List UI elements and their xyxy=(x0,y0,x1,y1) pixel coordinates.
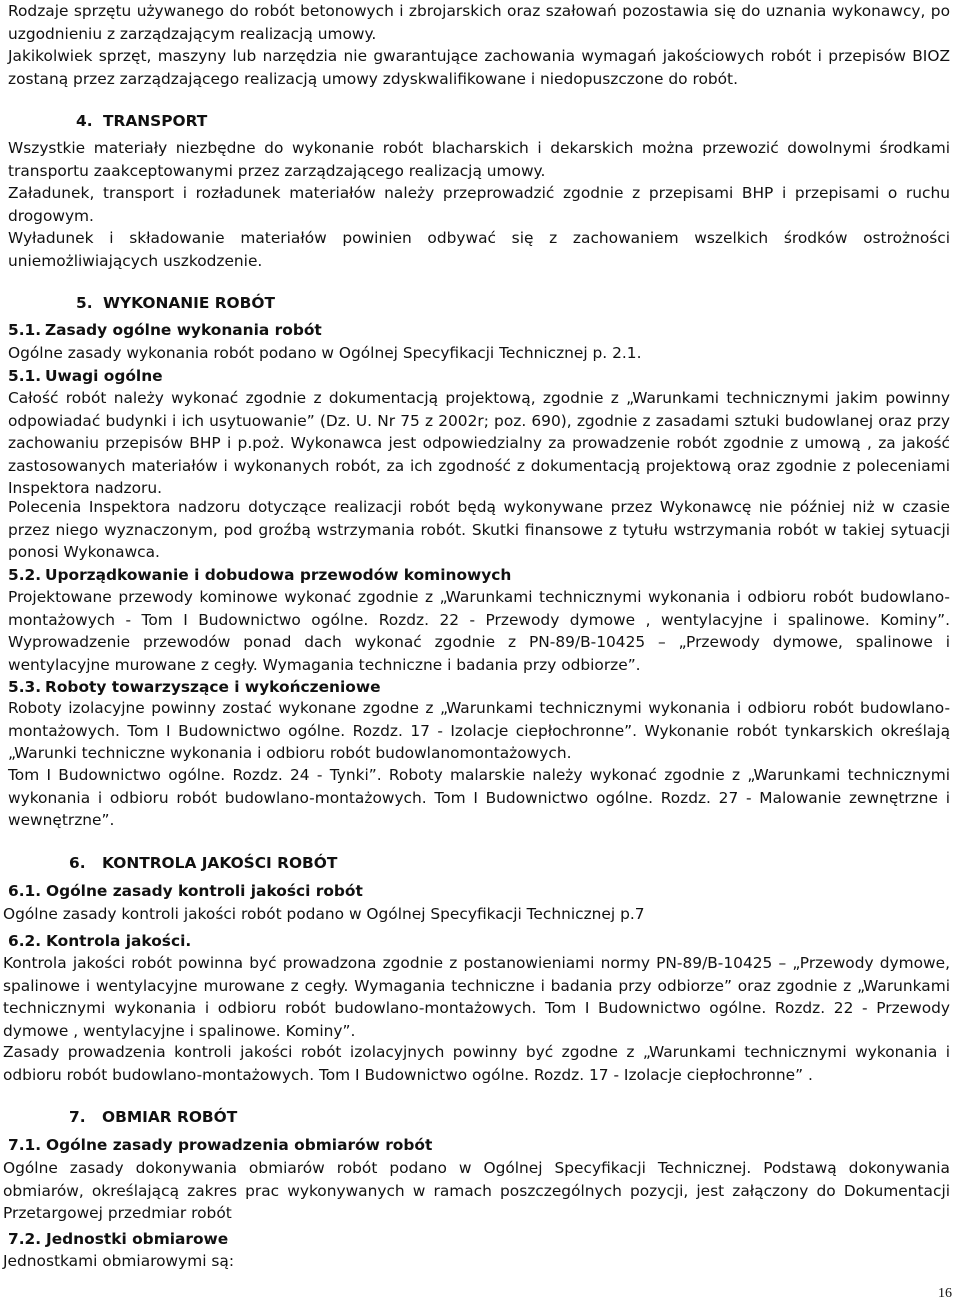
section-5-3-title: Roboty towarzyszące i wykończeniowe xyxy=(45,678,381,696)
section-4-title: TRANSPORT xyxy=(103,112,208,130)
section-5-1b-paragraph-1: Całość robót należy wykonać zgodnie z dokumentacją projektową, zgodnie z „Warunkami technicznymi jakim powinny odpowiadać budynki i ich usytuowanie” (Dz. U. Nr 75 z 2002r; poz. 690), zgodnie z zasadami sztuki budowlanej oraz przy zachowaniu przepisów BHP i p.poż. Wykonawca jest odpowiedzialny za prowadzenie robót zgodnie z umową , za jakość zastosowanych materiałów i wykonanych robót, za ich zgodność z dokumentacją projektową oraz zgodnie z poleceniami Inspektora nadzoru. xyxy=(8,389,950,498)
section-5-heading xyxy=(76,292,275,315)
section-4-paragraph-2: Załadunek, transport i rozładunek materiałów należy przeprowadzić zgodnie z przepisami BHP i przepisami o ruchu drogowym. xyxy=(8,184,950,225)
section-7-number: 7. xyxy=(69,1108,86,1126)
section-5-3-number: 5.3. xyxy=(8,678,42,696)
section-7-2-paragraph: Jednostkami obmiarowymi są: xyxy=(3,1252,235,1270)
section-5-1a-title: Zasady ogólne wykonania robót xyxy=(45,321,322,339)
section-5-2-paragraph: Projektowane przewody kominowe wykonać zgodnie z „Warunkami technicznymi wykonania i odbioru robót budowlano-montażowych - Tom I Budownictwo ogólne. Rozdz. 22 - Przewody dymowe , wentylacyjne i spalinowe. Kominy”. Wyprowadzenie przewodów ponad dach wykonać zgodnie z PN-89/B-10425 – „Przewody dymowe, spalinowe i wentylacyjne murowane z cegły. Wymagania techniczne i badania przy odbiorze”. xyxy=(8,588,950,674)
section-5-1a-heading xyxy=(8,319,322,342)
section-5-1b-paragraph-2: Polecenia Inspektora nadzoru dotyczące realizacji robót będą wykonywane przez Wykonawcę nie później niż w czasie przez niego wyznaczonym, pod groźbą wstrzymania robót. Skutki finansowe z tytułu wstrzymania robót w takiej sytuacji ponosi Wykonawca. xyxy=(8,498,950,562)
section-6-2-heading xyxy=(8,930,191,953)
page-number: 16 xyxy=(938,1286,952,1301)
section-5-1b-number: 5.1. xyxy=(8,367,42,385)
intro-paragraph-1: Rodzaje sprzętu używanego do robót betonowych i zbrojarskich oraz szałowań pozostawia się do uznania wykonawcy, po uzgodnieniu z zarządzającym realizacją umowy. xyxy=(8,2,950,43)
section-6-1-title: Ogólne zasady kontroli jakości robót xyxy=(46,882,363,900)
section-5-2-number: 5.2. xyxy=(8,566,42,584)
section-5-3-paragraph-2: Tom I Budownictwo ogólne. Rozdz. 24 - Tynki”. Roboty malarskie należy wykonać zgodnie z „Warunkami technicznymi wykonania i odbioru robót budowlano-montażowych. Tom I Budownictwo ogólne. Rozdz. 27 - Malowanie zewnętrzne i wewnętrzne”. xyxy=(8,766,950,830)
section-6-heading xyxy=(69,852,337,875)
section-5-1a-number: 5.1. xyxy=(8,321,42,339)
section-7-1-title: Ogólne zasady prowadzenia obmiarów robót xyxy=(46,1136,433,1154)
section-6-2-paragraph-1: Kontrola jakości robót powinna być prowadzona zgodnie z postanowieniami normy PN-89/B-10425 – „Przewody dymowe, spalinowe i wentylacyjne murowane z cegły. Wymagania techniczne i badania przy odbiorze” oraz zgodnie z „Warunkami technicznymi wykonania i odbioru robót budowlano-montażowych. Tom I Budownictwo ogólne. Rozdz. 22 - Przewody dymowe , wentylacyjne i spalinowe. Kominy”. xyxy=(3,954,950,1040)
section-4-paragraph-3: Wyładunek i składowanie materiałów powinien odbywać się z zachowaniem wszelkich środków ostrożności uniemożliwiających uszkodzenie. xyxy=(8,229,950,270)
section-6-number: 6. xyxy=(69,854,86,872)
section-6-title: KONTROLA JAKOŚCI ROBÓT xyxy=(102,854,338,872)
section-5-1b-title: Uwagi ogólne xyxy=(45,367,163,385)
section-7-1-paragraph: Ogólne zasady dokonywania obmiarów robót podano w Ogólnej Specyfikacji Technicznej. Podstawą dokonywania obmiarów, określającą zakres prac wykonywanych w ramach poszczególnych pozycji, jest załączony do Dokumentacji Przetargowej przedmiar robót xyxy=(3,1159,950,1223)
section-7-2-number: 7.2. xyxy=(8,1230,42,1248)
section-5-title: WYKONANIE ROBÓT xyxy=(103,294,275,312)
section-6-2-title: Kontrola jakości. xyxy=(46,932,192,950)
section-7-2-title: Jednostki obmiarowe xyxy=(46,1230,229,1248)
section-4-paragraph-1: Wszystkie materiały niezbędne do wykonanie robót blacharskich i dekarskich można przewozić dowolnymi środkami transportu zaakceptowanymi przez zarządzającego realizacją umowy. xyxy=(8,139,950,180)
section-4-number: 4. xyxy=(76,112,93,130)
section-6-1-number: 6.1. xyxy=(8,882,42,900)
section-5-number: 5. xyxy=(76,294,93,312)
section-5-2-heading xyxy=(8,564,511,587)
section-4-heading xyxy=(76,110,207,133)
section-5-2-title: Uporządkowanie i dobudowa przewodów kominowych xyxy=(45,566,512,584)
section-5-1a-paragraph: Ogólne zasady wykonania robót podano w Ogólnej Specyfikacji Technicznej p. 2.1. xyxy=(8,344,642,362)
section-7-title: OBMIAR ROBÓT xyxy=(102,1108,238,1126)
section-7-heading xyxy=(69,1106,237,1129)
section-5-1b-heading xyxy=(8,365,163,388)
section-6-1-paragraph: Ogólne zasady kontroli jakości robót podano w Ogólnej Specyfikacji Technicznej p.7 xyxy=(3,905,645,923)
section-7-2-heading xyxy=(8,1228,228,1251)
section-6-2-paragraph-2: Zasady prowadzenia kontroli jakości robót izolacyjnych powinny być zgodne z „Warunkami technicznymi wykonania i odbioru robót budowlano-montażowych. Tom I Budownictwo ogólne. Rozdz. 17 - Izolacje ciepłochronne” . xyxy=(3,1043,950,1084)
section-5-3-paragraph-1: Roboty izolacyjne powinny zostać wykonane zgodne z „Warunkami technicznymi wykonania i odbioru robót budowlano-montażowych. Tom I Budownictwo ogólne. Rozdz. 17 - Izolacje ciepłochronne”. Wykonanie robót tynkarskich określają „Warunki techniczne wykonania i odbioru robót budowlanomontażowych. xyxy=(8,699,950,763)
section-6-2-number: 6.2. xyxy=(8,932,42,950)
section-7-1-number: 7.1. xyxy=(8,1136,42,1154)
section-6-1-heading xyxy=(8,880,363,903)
section-7-1-heading xyxy=(8,1134,432,1157)
section-5-3-heading xyxy=(8,676,381,699)
intro-paragraph-2: Jakikolwiek sprzęt, maszyny lub narzędzia nie gwarantujące zachowania wymagań jakościowych robót i przepisów BIOZ zostaną przez zarządzającego realizacją umowy zdyskwalifikowane i niedopuszczone do robót. xyxy=(8,47,950,88)
